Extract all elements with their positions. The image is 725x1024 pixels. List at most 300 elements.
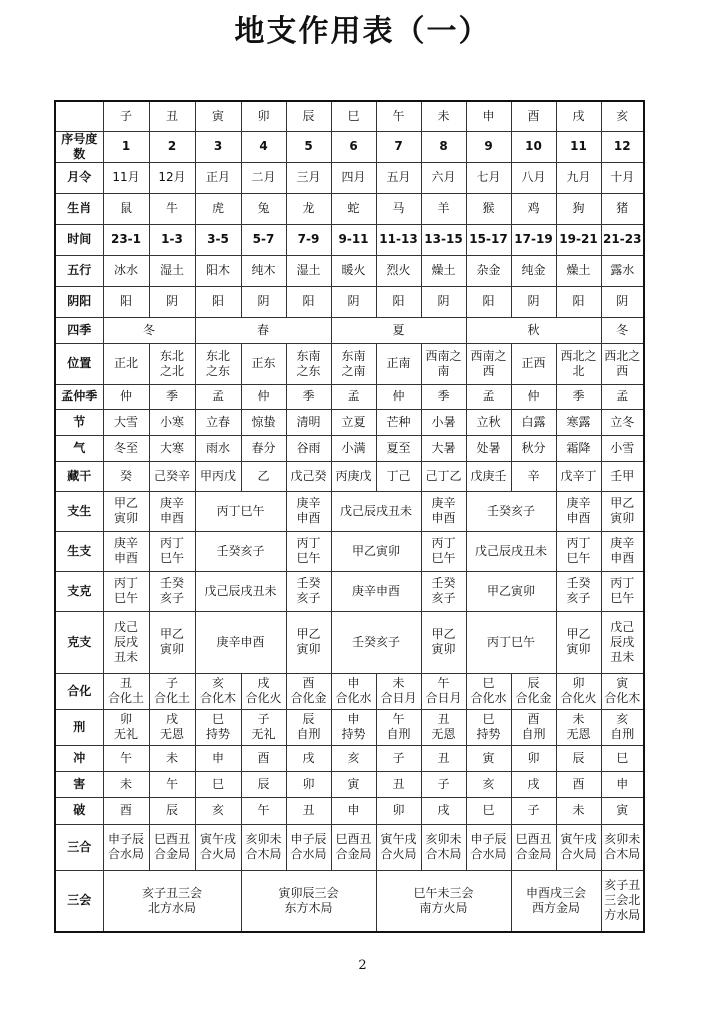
kezhi-cell: 戊己 辰戌 丑未 — [601, 611, 644, 673]
po-row — [55, 797, 644, 824]
hai-cell: 巳 — [195, 771, 241, 797]
sanhui-cell: 巳午未三会 南方火局 — [376, 870, 511, 932]
mengzhongji-cell: 季 — [149, 384, 195, 409]
hehua-cell: 寅 合化木 — [601, 673, 644, 709]
position-cell: 正东 — [241, 343, 286, 384]
canggan-cell: 己丁乙 — [421, 461, 466, 491]
po-cell: 未 — [556, 797, 601, 824]
yinyang-cell: 阴 — [511, 286, 556, 317]
hehua-row — [55, 673, 644, 709]
seq-cell: 6 — [331, 131, 376, 162]
xing-cell: 亥 自刑 — [601, 709, 644, 745]
branch-header-cell: 申 — [466, 101, 511, 131]
zhisheng-cell: 庚辛 申酉 — [421, 491, 466, 531]
zhike-cell: 丙丁 巳午 — [103, 571, 149, 611]
position-cell: 东南 之东 — [286, 343, 331, 384]
branch-header-cell: 酉 — [511, 101, 556, 131]
zodiac-cell: 蛇 — [331, 193, 376, 224]
zodiac-cell: 龙 — [286, 193, 331, 224]
yinyang-cell: 阴 — [421, 286, 466, 317]
mengzhongji-cell: 仲 — [376, 384, 421, 409]
shengzhi-cell: 戊己辰戌丑未 — [466, 531, 556, 571]
mengzhongji-cell: 仲 — [511, 384, 556, 409]
element-cell: 纯金 — [511, 255, 556, 286]
month-cell: 三月 — [286, 162, 331, 193]
seq-cell: 7 — [376, 131, 421, 162]
jie-cell: 小暑 — [421, 409, 466, 435]
branch-header-cell: 丑 — [149, 101, 195, 131]
month-cell: 12月 — [149, 162, 195, 193]
sanhui-cell: 申酉戌三会 西方金局 — [511, 870, 601, 932]
canggan-cell: 丙庚戊 — [331, 461, 376, 491]
sanhe-cell: 亥卯未 合木局 — [601, 824, 644, 870]
time-cell: 23-1 — [103, 224, 149, 255]
hehua-cell: 亥 合化木 — [195, 673, 241, 709]
seq-cell: 8 — [421, 131, 466, 162]
qi-cell: 霜降 — [556, 435, 601, 461]
sanhe-cell: 寅午戌 合火局 — [195, 824, 241, 870]
yinyang-cell: 阳 — [466, 286, 511, 317]
month-cell: 五月 — [376, 162, 421, 193]
canggan-cell: 辛 — [511, 461, 556, 491]
mengzhongji-cell: 孟 — [195, 384, 241, 409]
shengzhi-row — [55, 531, 644, 571]
row-label: 冲 — [55, 745, 103, 771]
xing-cell: 巳 持势 — [466, 709, 511, 745]
month-cell: 十月 — [601, 162, 644, 193]
element-cell: 湿土 — [286, 255, 331, 286]
chong-cell: 辰 — [556, 745, 601, 771]
sanhe-cell: 申子辰 合水局 — [286, 824, 331, 870]
xing-cell: 辰 自刑 — [286, 709, 331, 745]
zhike-cell: 壬癸 亥子 — [286, 571, 331, 611]
season-cell: 冬 — [601, 317, 644, 343]
shengzhi-cell: 丙丁 巳午 — [286, 531, 331, 571]
time-cell: 15-17 — [466, 224, 511, 255]
chong-cell: 戌 — [286, 745, 331, 771]
jie-cell: 寒露 — [556, 409, 601, 435]
xing-row — [55, 709, 644, 745]
hehua-cell: 子 合化土 — [149, 673, 195, 709]
chong-cell: 子 — [376, 745, 421, 771]
zodiac-cell: 兔 — [241, 193, 286, 224]
seq-cell: 5 — [286, 131, 331, 162]
canggan-cell: 丁己 — [376, 461, 421, 491]
position-cell: 正西 — [511, 343, 556, 384]
branch-header-cell: 子 — [103, 101, 149, 131]
hai-cell: 申 — [601, 771, 644, 797]
chong-cell: 午 — [103, 745, 149, 771]
hai-cell: 子 — [421, 771, 466, 797]
season-cell: 冬 — [103, 317, 195, 343]
zodiac-cell: 猴 — [466, 193, 511, 224]
zhike-cell: 壬癸 亥子 — [556, 571, 601, 611]
time-row — [55, 224, 644, 255]
sanhui-cell: 寅卯辰三会 东方木局 — [241, 870, 376, 932]
row-label: 五行 — [55, 255, 103, 286]
qi-cell: 秋分 — [511, 435, 556, 461]
hehua-cell: 戌 合化火 — [241, 673, 286, 709]
zhike-cell: 壬癸 亥子 — [421, 571, 466, 611]
canggan-cell: 戊己癸 — [286, 461, 331, 491]
yinyang-cell: 阳 — [286, 286, 331, 317]
zodiac-cell: 虎 — [195, 193, 241, 224]
sanhe-cell: 亥卯未 合木局 — [421, 824, 466, 870]
seq-row — [55, 131, 644, 162]
zhike-cell: 壬癸 亥子 — [149, 571, 195, 611]
shengzhi-cell: 丙丁 巳午 — [421, 531, 466, 571]
kezhi-cell: 丙丁巳午 — [466, 611, 556, 673]
qi-row — [55, 435, 644, 461]
branch-header-cell: 巳 — [331, 101, 376, 131]
hehua-cell: 巳 合化水 — [466, 673, 511, 709]
zhisheng-cell: 壬癸亥子 — [466, 491, 556, 531]
month-cell: 11月 — [103, 162, 149, 193]
mengzhongji-cell: 仲 — [103, 384, 149, 409]
row-label: 支生 — [55, 491, 103, 531]
earthly-branches-table — [54, 100, 645, 933]
month-cell: 六月 — [421, 162, 466, 193]
kezhi-cell: 甲乙 寅卯 — [421, 611, 466, 673]
month-cell: 二月 — [241, 162, 286, 193]
hehua-cell: 申 合化水 — [331, 673, 376, 709]
zhisheng-row — [55, 491, 644, 531]
qi-cell: 大寒 — [149, 435, 195, 461]
shengzhi-cell: 丙丁 巳午 — [556, 531, 601, 571]
zhike-cell: 甲乙寅卯 — [466, 571, 556, 611]
time-cell: 1-3 — [149, 224, 195, 255]
position-cell: 东北 之东 — [195, 343, 241, 384]
qi-cell: 谷雨 — [286, 435, 331, 461]
row-label: 破 — [55, 797, 103, 824]
zodiac-cell: 马 — [376, 193, 421, 224]
shengzhi-cell: 庚辛 申酉 — [103, 531, 149, 571]
row-label: 害 — [55, 771, 103, 797]
yinyang-cell: 阴 — [601, 286, 644, 317]
jie-cell: 立夏 — [331, 409, 376, 435]
sanhe-cell: 申子辰 合水局 — [103, 824, 149, 870]
position-cell: 正南 — [376, 343, 421, 384]
yinyang-cell: 阳 — [195, 286, 241, 317]
yinyang-cell: 阳 — [103, 286, 149, 317]
zhisheng-cell: 丙丁巳午 — [195, 491, 286, 531]
zodiac-cell: 牛 — [149, 193, 195, 224]
time-cell: 13-15 — [421, 224, 466, 255]
sanhe-cell: 巳酉丑 合金局 — [331, 824, 376, 870]
chong-cell: 未 — [149, 745, 195, 771]
hai-row — [55, 771, 644, 797]
row-label: 克支 — [55, 611, 103, 673]
element-cell: 纯木 — [241, 255, 286, 286]
sanhui-row — [55, 870, 644, 932]
month-cell: 七月 — [466, 162, 511, 193]
hai-cell: 午 — [149, 771, 195, 797]
zhike-cell: 丙丁 巳午 — [601, 571, 644, 611]
zhike-cell: 庚辛申酉 — [331, 571, 421, 611]
element-cell: 杂金 — [466, 255, 511, 286]
jie-cell: 清明 — [286, 409, 331, 435]
sanhe-cell: 巳酉丑 合金局 — [149, 824, 195, 870]
xing-cell: 卯 无礼 — [103, 709, 149, 745]
hai-cell: 亥 — [466, 771, 511, 797]
branch-header-cell: 寅 — [195, 101, 241, 131]
mengzhongji-cell: 孟 — [601, 384, 644, 409]
seq-cell: 4 — [241, 131, 286, 162]
mengzhongji-cell: 孟 — [466, 384, 511, 409]
element-cell: 烈火 — [376, 255, 421, 286]
row-label: 三会 — [55, 870, 103, 932]
jie-cell: 大雪 — [103, 409, 149, 435]
row-label: 生支 — [55, 531, 103, 571]
canggan-cell: 甲丙戊 — [195, 461, 241, 491]
qi-cell: 大暑 — [421, 435, 466, 461]
position-cell: 西南之 南 — [421, 343, 466, 384]
xing-cell: 午 自刑 — [376, 709, 421, 745]
zodiac-cell: 鸡 — [511, 193, 556, 224]
mengzhongji-cell: 仲 — [241, 384, 286, 409]
season-row — [55, 317, 644, 343]
po-cell: 巳 — [466, 797, 511, 824]
shengzhi-cell: 甲乙寅卯 — [331, 531, 421, 571]
element-cell: 燥土 — [556, 255, 601, 286]
row-label: 气 — [55, 435, 103, 461]
branch-header-cell: 戌 — [556, 101, 601, 131]
xing-cell: 未 无恩 — [556, 709, 601, 745]
seq-cell: 1 — [103, 131, 149, 162]
seq-cell: 3 — [195, 131, 241, 162]
element-cell: 暖火 — [331, 255, 376, 286]
po-cell: 辰 — [149, 797, 195, 824]
hai-cell: 酉 — [556, 771, 601, 797]
xing-cell: 子 无礼 — [241, 709, 286, 745]
time-cell: 9-11 — [331, 224, 376, 255]
row-label: 三合 — [55, 824, 103, 870]
row-label: 支克 — [55, 571, 103, 611]
po-cell: 亥 — [195, 797, 241, 824]
canggan-cell: 戊辛丁 — [556, 461, 601, 491]
seq-cell: 12 — [601, 131, 644, 162]
kezhi-cell: 甲乙 寅卯 — [286, 611, 331, 673]
row-label: 月令 — [55, 162, 103, 193]
row-label: 序号度数 — [55, 131, 103, 162]
page-number: 2 — [358, 958, 367, 973]
zodiac-cell: 鼠 — [103, 193, 149, 224]
chong-cell: 寅 — [466, 745, 511, 771]
jie-cell: 芒种 — [376, 409, 421, 435]
sanhe-cell: 亥卯未 合木局 — [241, 824, 286, 870]
canggan-cell: 癸 — [103, 461, 149, 491]
zhisheng-cell: 庚辛 申酉 — [556, 491, 601, 531]
xing-cell: 戌 无恩 — [149, 709, 195, 745]
branch-header-cell: 未 — [421, 101, 466, 131]
zodiac-cell: 猪 — [601, 193, 644, 224]
zodiac-cell: 羊 — [421, 193, 466, 224]
po-cell: 卯 — [376, 797, 421, 824]
element-cell: 露水 — [601, 255, 644, 286]
po-cell: 酉 — [103, 797, 149, 824]
kezhi-cell: 甲乙 寅卯 — [556, 611, 601, 673]
time-cell: 19-21 — [556, 224, 601, 255]
po-cell: 丑 — [286, 797, 331, 824]
month-cell: 八月 — [511, 162, 556, 193]
seq-cell: 10 — [511, 131, 556, 162]
canggan-cell: 己癸辛 — [149, 461, 195, 491]
row-label: 四季 — [55, 317, 103, 343]
yinyang-cell: 阳 — [376, 286, 421, 317]
zhisheng-cell: 戊己辰戌丑未 — [331, 491, 421, 531]
sanhui-cell: 亥子丑三会 北方水局 — [103, 870, 241, 932]
mengzhongji-cell: 季 — [286, 384, 331, 409]
zhisheng-cell: 甲乙 寅卯 — [103, 491, 149, 531]
shengzhi-cell: 丙丁 巳午 — [149, 531, 195, 571]
sanhe-cell: 巳酉丑 合金局 — [511, 824, 556, 870]
chong-cell: 巳 — [601, 745, 644, 771]
chong-row — [55, 745, 644, 771]
time-cell: 3-5 — [195, 224, 241, 255]
branch-header-cell: 午 — [376, 101, 421, 131]
hai-cell: 卯 — [286, 771, 331, 797]
mengzhongji-cell: 季 — [421, 384, 466, 409]
canggan-row — [55, 461, 644, 491]
qi-cell: 夏至 — [376, 435, 421, 461]
position-cell: 东北 之北 — [149, 343, 195, 384]
mengzhongji-cell: 季 — [556, 384, 601, 409]
zodiac-cell: 狗 — [556, 193, 601, 224]
hai-cell: 戌 — [511, 771, 556, 797]
row-label: 生肖 — [55, 193, 103, 224]
chong-cell: 酉 — [241, 745, 286, 771]
qi-cell: 春分 — [241, 435, 286, 461]
xing-cell: 酉 自刑 — [511, 709, 556, 745]
jie-cell: 立春 — [195, 409, 241, 435]
time-cell: 11-13 — [376, 224, 421, 255]
hehua-cell: 卯 合化火 — [556, 673, 601, 709]
kezhi-cell: 戊己 辰戌 丑未 — [103, 611, 149, 673]
position-cell: 西南之 西 — [466, 343, 511, 384]
shengzhi-cell: 壬癸亥子 — [195, 531, 286, 571]
row-label: 合化 — [55, 673, 103, 709]
jie-row — [55, 409, 644, 435]
branch-header-cell: 亥 — [601, 101, 644, 131]
po-cell: 申 — [331, 797, 376, 824]
canggan-cell: 戊庚壬 — [466, 461, 511, 491]
hehua-cell: 酉 合化金 — [286, 673, 331, 709]
element-cell: 阳木 — [195, 255, 241, 286]
yinyang-cell: 阴 — [331, 286, 376, 317]
hehua-cell: 午 合日月 — [421, 673, 466, 709]
position-cell: 西北之 北 — [556, 343, 601, 384]
time-cell: 7-9 — [286, 224, 331, 255]
hai-cell: 未 — [103, 771, 149, 797]
page-title: 地支作用表（一） — [234, 14, 491, 49]
hai-cell: 丑 — [376, 771, 421, 797]
xing-cell: 丑 无恩 — [421, 709, 466, 745]
canggan-cell: 乙 — [241, 461, 286, 491]
qi-cell: 冬至 — [103, 435, 149, 461]
kezhi-cell: 庚辛申酉 — [195, 611, 286, 673]
row-label: 孟仲季 — [55, 384, 103, 409]
po-cell: 子 — [511, 797, 556, 824]
yinyang-cell: 阴 — [149, 286, 195, 317]
row-label: 刑 — [55, 709, 103, 745]
kezhi-cell: 壬癸亥子 — [331, 611, 421, 673]
corner-cell — [55, 101, 103, 131]
xing-cell: 申 持势 — [331, 709, 376, 745]
branch-header-cell: 卯 — [241, 101, 286, 131]
month-cell: 正月 — [195, 162, 241, 193]
hai-cell: 辰 — [241, 771, 286, 797]
season-cell: 春 — [195, 317, 331, 343]
po-cell: 寅 — [601, 797, 644, 824]
branch-header-cell: 辰 — [286, 101, 331, 131]
zhike-row — [55, 571, 644, 611]
position-cell: 东南 之南 — [331, 343, 376, 384]
jie-cell: 白露 — [511, 409, 556, 435]
element-cell: 燥土 — [421, 255, 466, 286]
chong-cell: 亥 — [331, 745, 376, 771]
yinyang-cell: 阴 — [241, 286, 286, 317]
xing-cell: 巳 持势 — [195, 709, 241, 745]
yinyang-cell: 阳 — [556, 286, 601, 317]
season-cell: 秋 — [466, 317, 601, 343]
zhisheng-cell: 庚辛 申酉 — [149, 491, 195, 531]
row-label: 阴阳 — [55, 286, 103, 317]
hehua-cell: 丑 合化土 — [103, 673, 149, 709]
hai-cell: 寅 — [331, 771, 376, 797]
yinyang-row — [55, 286, 644, 317]
seq-cell: 9 — [466, 131, 511, 162]
chong-cell: 丑 — [421, 745, 466, 771]
position-cell: 西北之 西 — [601, 343, 644, 384]
month-row — [55, 162, 644, 193]
po-cell: 戌 — [421, 797, 466, 824]
shengzhi-cell: 庚辛 申酉 — [601, 531, 644, 571]
sanhe-cell: 寅午戌 合火局 — [376, 824, 421, 870]
row-label: 位置 — [55, 343, 103, 384]
seq-cell: 2 — [149, 131, 195, 162]
zhisheng-cell: 甲乙 寅卯 — [601, 491, 644, 531]
mengzhongji-row — [55, 384, 644, 409]
element-cell: 湿土 — [149, 255, 195, 286]
hehua-cell: 未 合日月 — [376, 673, 421, 709]
row-label: 时间 — [55, 224, 103, 255]
chong-cell: 申 — [195, 745, 241, 771]
jie-cell: 小寒 — [149, 409, 195, 435]
sanhe-cell: 申子辰 合水局 — [466, 824, 511, 870]
jie-cell: 立冬 — [601, 409, 644, 435]
element-row — [55, 255, 644, 286]
time-cell: 21-23 — [601, 224, 644, 255]
time-cell: 5-7 — [241, 224, 286, 255]
jie-cell: 立秋 — [466, 409, 511, 435]
position-row — [55, 343, 644, 384]
sanhui-cell: 亥子丑 三会北 方水局 — [601, 870, 644, 932]
element-cell: 冰水 — [103, 255, 149, 286]
seq-cell: 11 — [556, 131, 601, 162]
mengzhongji-cell: 孟 — [331, 384, 376, 409]
sanhe-cell: 寅午戌 合火局 — [556, 824, 601, 870]
row-label: 藏干 — [55, 461, 103, 491]
season-cell: 夏 — [331, 317, 466, 343]
month-cell: 四月 — [331, 162, 376, 193]
qi-cell: 小雪 — [601, 435, 644, 461]
qi-cell: 处暑 — [466, 435, 511, 461]
jie-cell: 惊蛰 — [241, 409, 286, 435]
position-cell: 正北 — [103, 343, 149, 384]
kezhi-cell: 甲乙 寅卯 — [149, 611, 195, 673]
chong-cell: 卯 — [511, 745, 556, 771]
canggan-cell: 壬甲 — [601, 461, 644, 491]
